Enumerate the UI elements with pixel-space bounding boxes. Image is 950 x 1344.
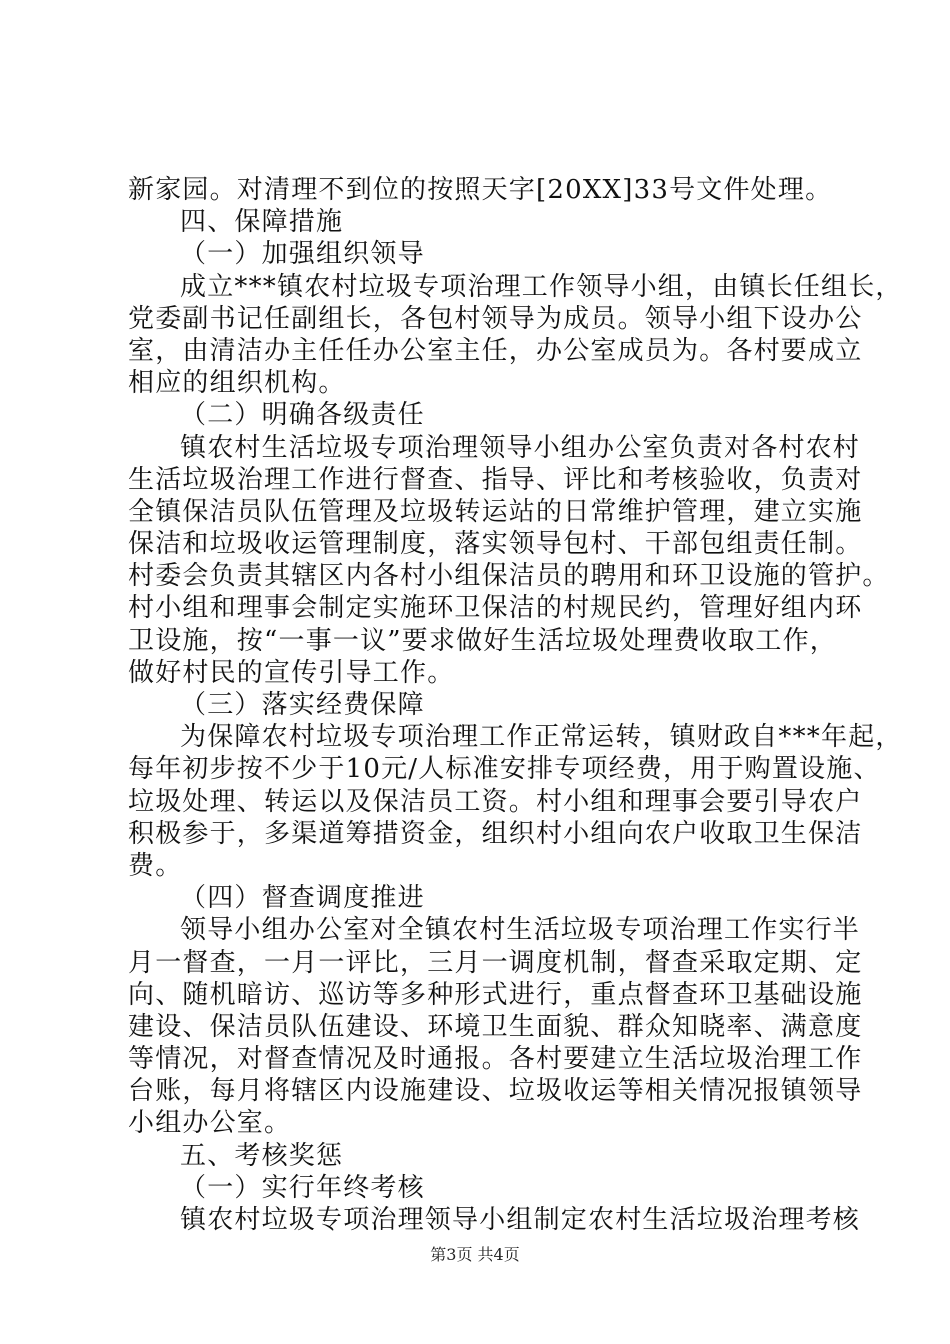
text-line: （一）加强组织领导 xyxy=(180,239,425,270)
text-line: 全镇保洁员队伍管理及垃圾转运站的日常维护管理，建立实施 xyxy=(128,496,863,527)
text-line: 五、考核奖惩 xyxy=(180,1140,344,1171)
text-line: 相应的组织机构。 xyxy=(128,368,346,399)
text-line: 新家园。对清理不到位的按照天字[20XX]33号文件处理。 xyxy=(128,175,833,205)
text-line: 每年初步按不少于10元/人标准安排专项经费，用于购置设施、 xyxy=(128,754,881,785)
text-line: 为保障农村垃圾专项治理工作正常运转，镇财政自***年起， xyxy=(180,722,903,753)
text-line: 村小组和理事会制定实施环卫保洁的村规民约，管理好组内环 xyxy=(128,593,863,624)
text-line: 积极参于，多渠道筹措资金，组织村小组向农户收取卫生保洁 xyxy=(128,818,863,849)
text-line: 村委会负责其辖区内各村小组保洁员的聘用和环卫设施的管护。 xyxy=(128,561,890,592)
document-body xyxy=(128,174,903,1236)
text-line: 室，由清洁办主任任办公室主任，办公室成员为。各村要成立 xyxy=(128,335,863,366)
text-line: 四、保障措施 xyxy=(180,207,344,238)
text-line: （二）明确各级责任 xyxy=(180,400,425,431)
text-line: 党委副书记任副组长，各包村领导为成员。领导小组下设办公 xyxy=(128,303,863,334)
text-line: 建设、保洁员队伍建设、环境卫生面貌、群众知晓率、满意度 xyxy=(128,1011,863,1042)
text-line: 台账，每月将辖区内设施建设、垃圾收运等相关情况报镇领导 xyxy=(128,1076,863,1107)
text-line: （四）督查调度推进 xyxy=(180,883,425,914)
text-line: 生活垃圾治理工作进行督查、指导、评比和考核验收，负责对 xyxy=(128,464,863,495)
text-line: 镇农村垃圾专项治理领导小组制定农村生活垃圾治理考核 xyxy=(180,1205,861,1235)
text-line: 月一督查，一月一评比，三月一调度机制，督查采取定期、定 xyxy=(128,947,863,978)
text-line: （三）落实经费保障 xyxy=(180,690,425,720)
text-line: 做好村民的宣传引导工作。 xyxy=(128,657,455,688)
text-line: 费。 xyxy=(128,850,183,881)
text-line: 等情况，对督查情况及时通报。各村要建立生活垃圾治理工作 xyxy=(128,1044,863,1075)
text-line: （一）实行年终考核 xyxy=(180,1172,425,1203)
text-line: 向、随机暗访、巡访等多种形式进行，重点督查环卫基础设施 xyxy=(128,979,863,1010)
page-footer: 第3页 共4页 xyxy=(430,1245,520,1264)
text-line: 成立***镇农村垃圾专项治理工作领导小组，由镇长任组长， xyxy=(180,271,903,302)
text-line: 卫设施，按“一事一议”要求做好生活垃圾处理费收取工作， xyxy=(128,625,837,656)
text-line: 垃圾处理、转运以及保洁员工资。村小组和理事会要引导农户 xyxy=(128,786,863,817)
text-line: 小组办公室。 xyxy=(128,1108,292,1139)
text-line: 保洁和垃圾收运管理制度，落实领导包村、干部包组责任制。 xyxy=(128,529,863,560)
text-line: 领导小组办公室对全镇农村生活垃圾专项治理工作实行半 xyxy=(180,915,861,946)
text-line: 镇农村生活垃圾专项治理领导小组办公室负责对各村农村 xyxy=(180,432,861,463)
